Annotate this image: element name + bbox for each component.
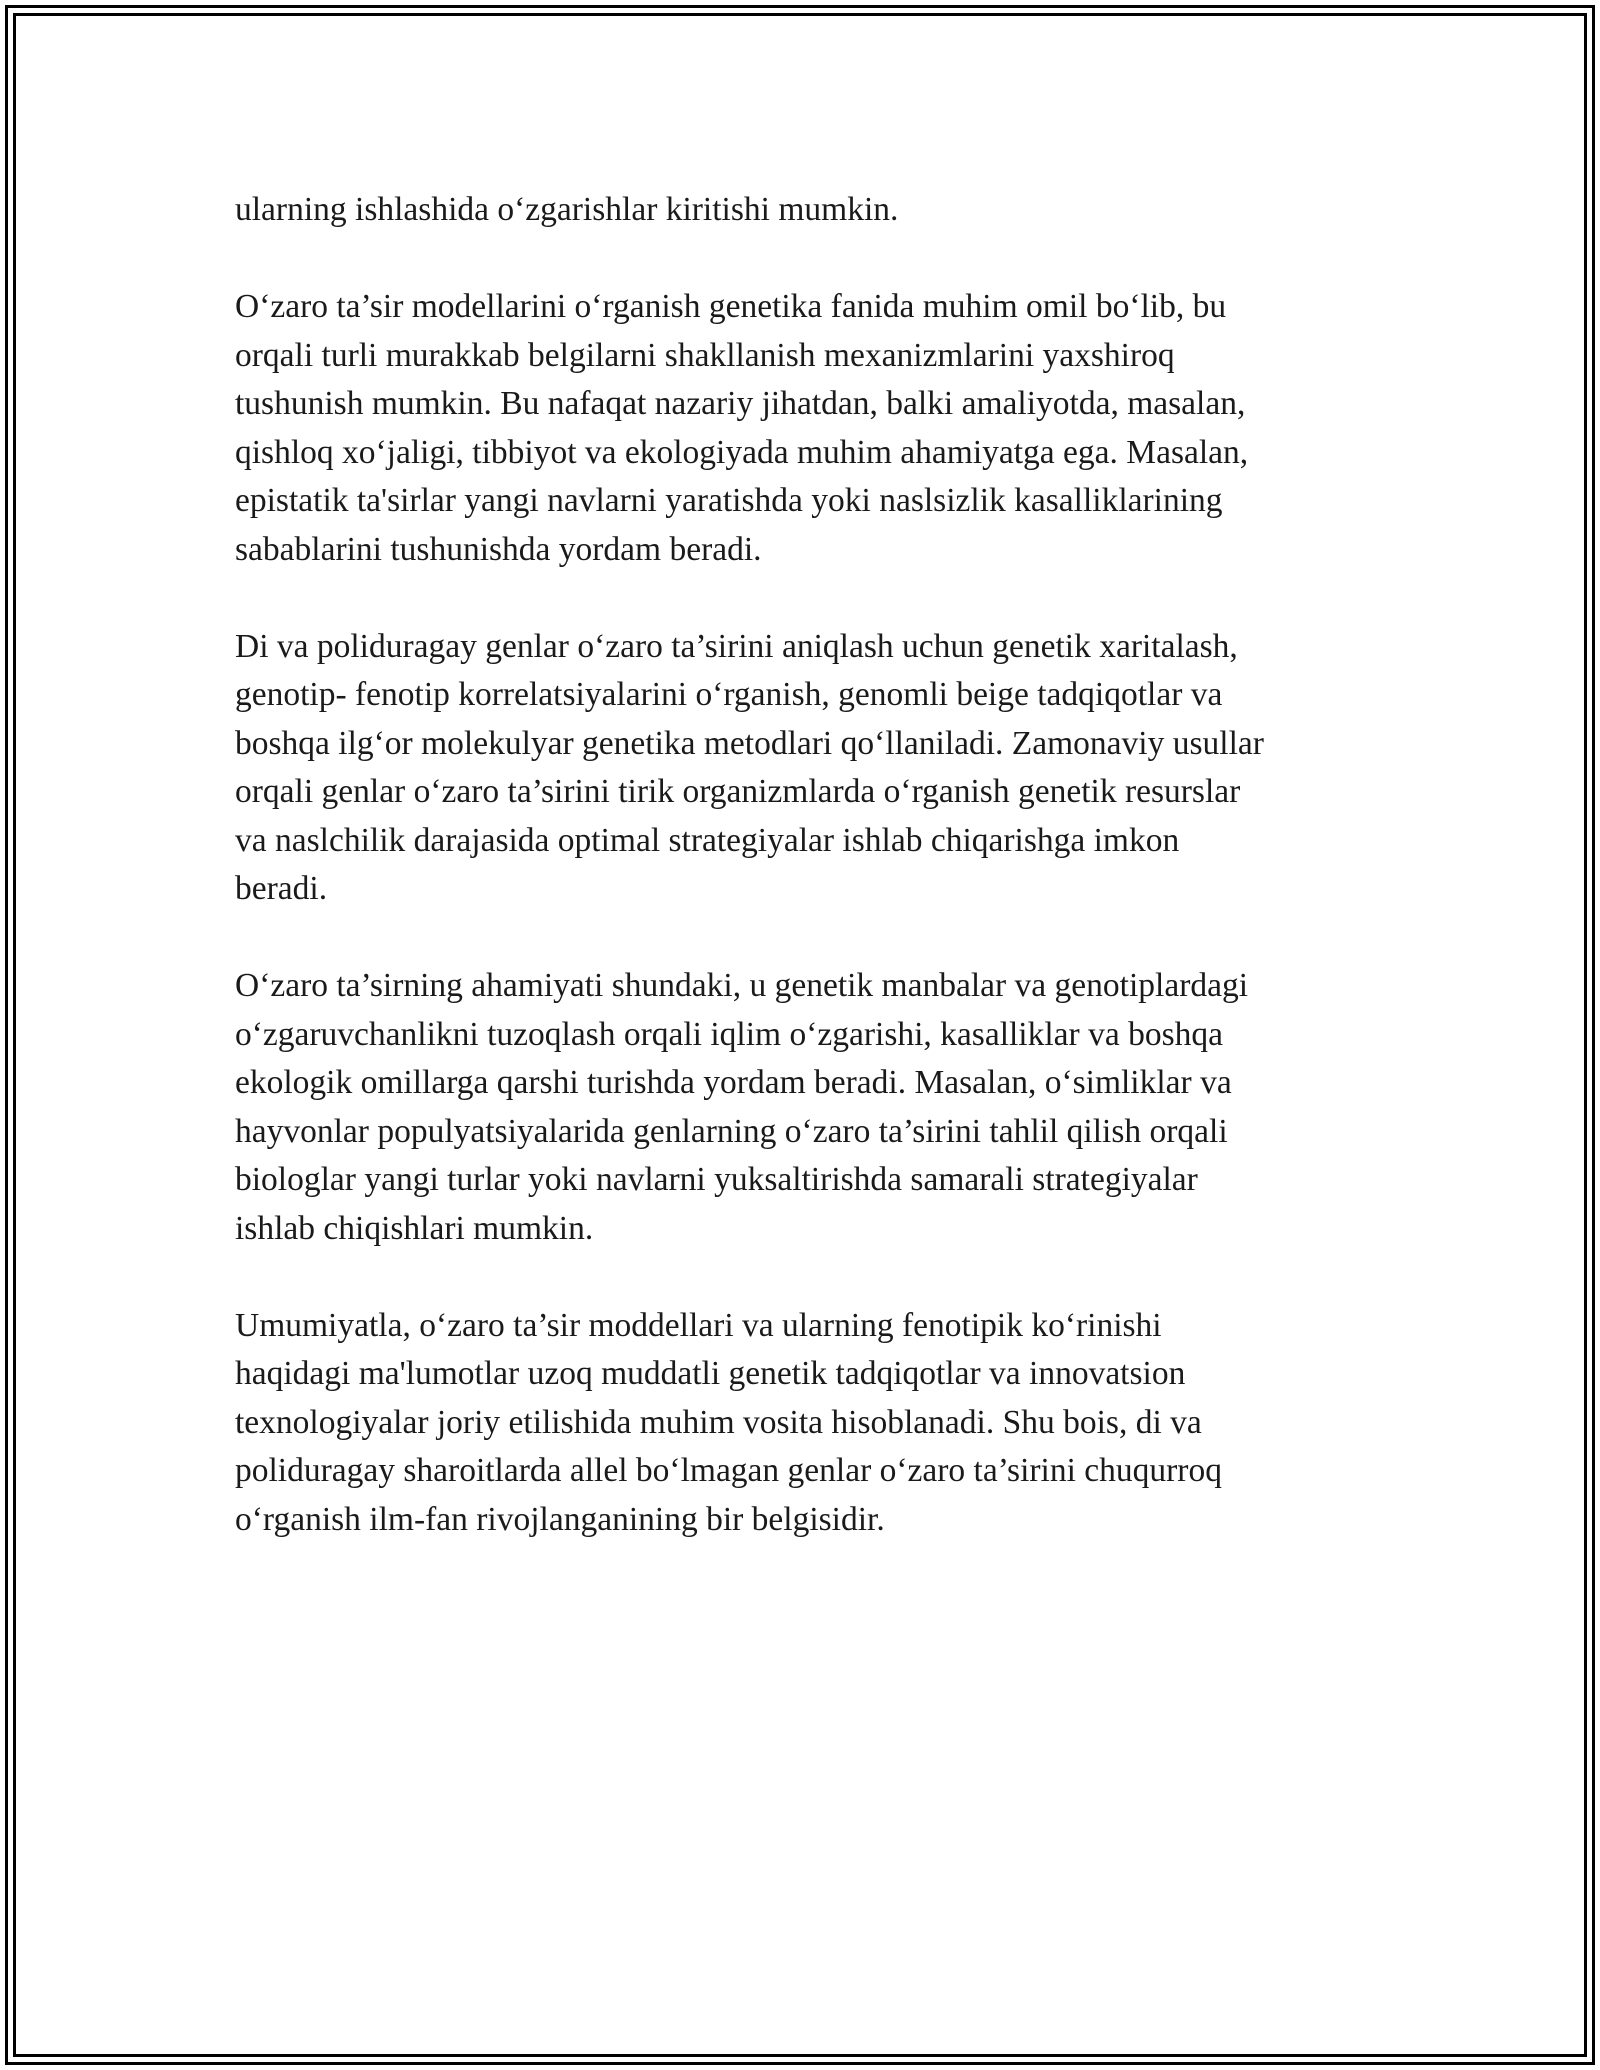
paragraph-significance: O‘zaro ta’sirning ahamiyati shundaki, u genetik manbalar va genotiplardagi o‘zgaruvchanlikni tuzoqlash orqali iqlim o‘zgarishi, kasalliklar va boshqa ekologik omillarga qarshi turishda yordam beradi. Masalan, o‘simliklar va hayvonlar populyatsiyalarida genlarning o‘zaro ta’sirini tahlil qilish orqali biologlar yangi turlar yoki navlarni yuksaltirishda samarali strategiyalar ishlab chiqishlari mumkin. [235, 967, 1249, 1247]
paragraph-conclusion: Umumiyatla, o‘zaro ta’sir moddellari va ularning fenotipik ko‘rinishi haqidagi ma'lumotlar uzoq muddatli genetik tadqiqotlar va innovatsion texnologiyalar joriy etilishida muhim vosita hisoblanadi. Shu bois, di va poliduragay sharoitlarda allel bo‘lmagan genlar o‘zaro ta’sirini chuqurroq o‘rganish ilm-fan rivojlanganining bir belgisidir. [235, 1306, 1222, 1538]
paragraph-continuation: ularning ishlashida o‘zgarishlar kiritishi mumkin. [235, 191, 899, 228]
document-body [235, 186, 1395, 1544]
paragraph-interaction-models: O‘zaro ta’sir modellarini o‘rganish genetika fanida muhim omil bo‘lib, bu orqali turli murakkab belgilarni shakllanish mexanizmlarini yaxshiroq tushunish mumkin. Bu nafaqat nazariy jihatdan, balki amaliyotda, masalan, qishloq xo‘jaligi, tibbiyot va ekologiyada muhim ahamiyatga ega. Masalan, epistatik ta'sirlar yangi navlarni yaratishda yoki naslsizlik kasalliklarining sabablarini tushunishda yordam beradi. [235, 288, 1249, 568]
paragraph-methods: Di va poliduragay genlar o‘zaro ta’sirini aniqlash uchun genetik xaritalash, genotip- fenotip korrelatsiyalarini o‘rganish, genomli beige tadqiqotlar va boshqa ilg‘or molekulyar genetika metodlari qo‘llaniladi. Zamonaviy usullar orqali genlar o‘zaro ta’sirini tirik organizmlarda o‘rganish genetik resurslar va naslchilik darajasida optimal strategiyalar ishlab chiqarishga imkon beradi. [235, 627, 1264, 907]
